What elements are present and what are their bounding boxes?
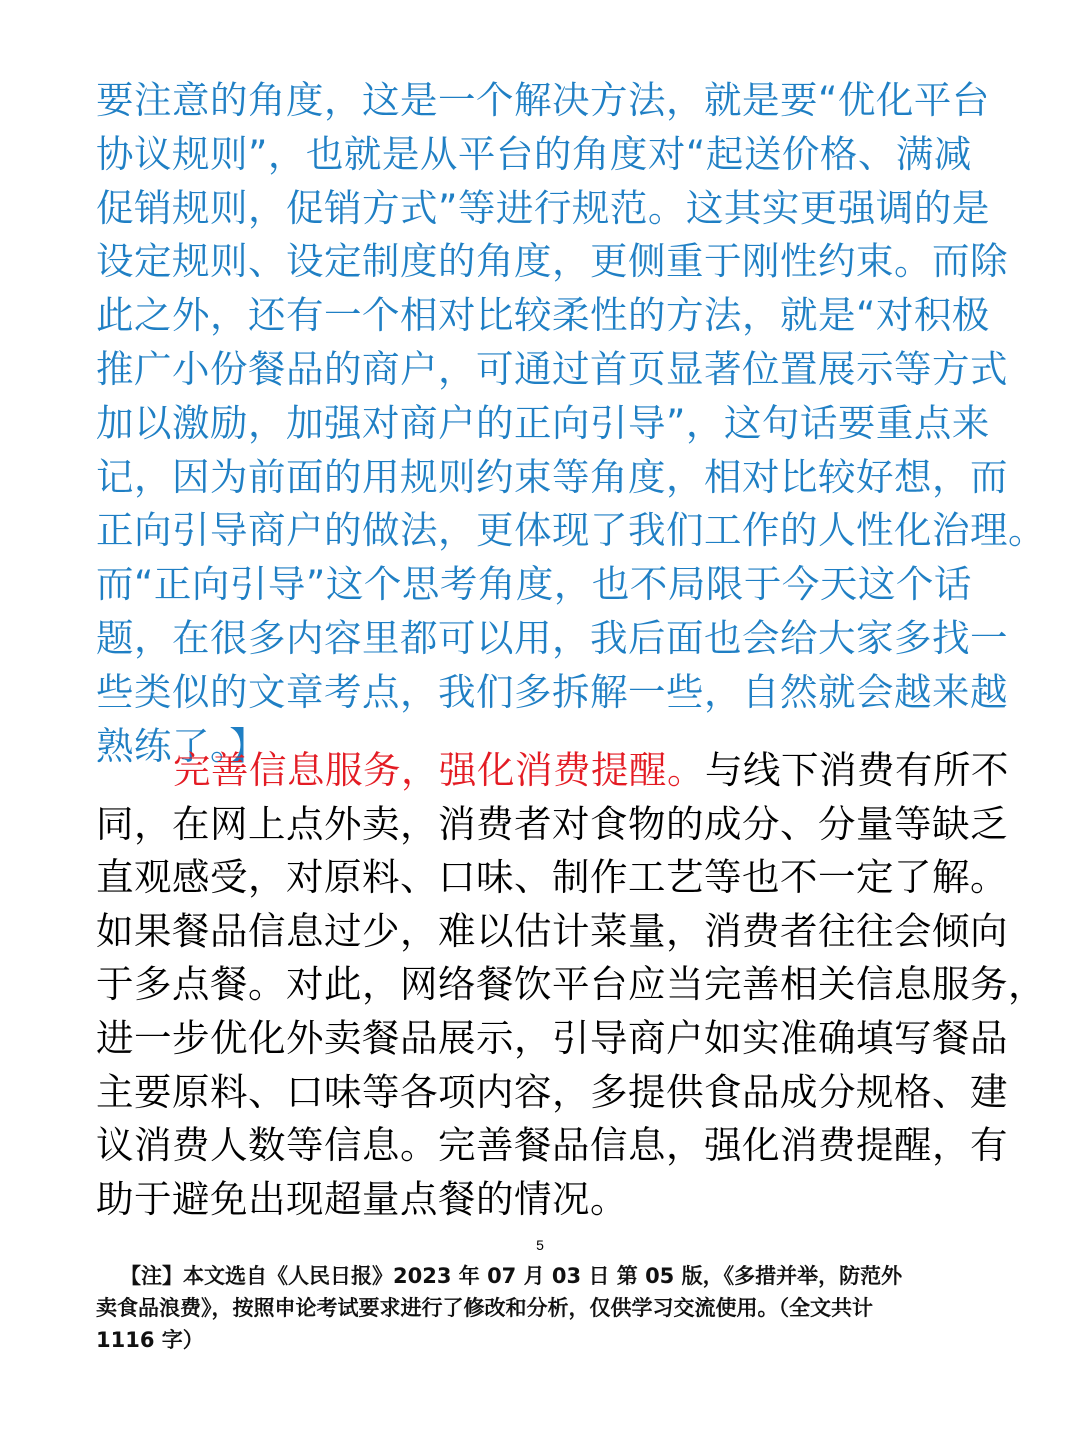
commentary-line: 正向引导商户的做法，更体现了我们工作的人性化治理。 [96, 508, 1046, 553]
commentary-line: 记，因为前面的用规则约束等角度，相对比较好想，而 [96, 454, 1008, 499]
commentary-line: 此之外，还有一个相对比较柔性的方法，就是“对积极 [96, 293, 990, 338]
paragraph-line: 于多点餐。对此，网络餐饮平台应当完善相关信息服务， [96, 962, 1046, 1007]
paragraph-heading-highlight: 完善信息服务，强化消费提醒。 [173, 748, 705, 792]
commentary-block [96, 74, 1046, 773]
paragraph-line: 议消费人数等信息。完善餐品信息，强化消费提醒，有 [96, 1123, 1008, 1168]
paragraph-line: 同，在网上点外卖，消费者对食物的成分、分量等缺乏 [96, 801, 1008, 846]
commentary-line: 促销规则，促销方式”等进行规范。这其实更强调的是 [96, 185, 990, 230]
source-note-line: 卖食品浪费》，按照申论考试要求进行了修改和分析，仅供学习交流使用。（全文共计 [96, 1296, 873, 1320]
commentary-line: 推广小份餐品的商户，可通过首页显著位置展示等方式 [96, 346, 1008, 391]
paragraph-first-line-text: 与线下消费有所不 [705, 748, 1009, 792]
commentary-line: 加以激励，加强对商户的正向引导”，这句话要重点来 [96, 400, 990, 445]
paragraph-line: 如果餐品信息过少，难以估计菜量，消费者往往会倾向 [96, 908, 1008, 953]
paragraph-first-line [96, 744, 1009, 798]
paragraph-line: 直观感受，对原料、口味、制作工艺等也不一定了解。 [96, 855, 1008, 900]
paragraph-line: 助于避免出现超量点餐的情况。 [96, 1176, 628, 1221]
commentary-line: 些类似的文章考点，我们多拆解一些，自然就会越来越 [96, 669, 1008, 714]
commentary-line: 设定规则、设定制度的角度，更侧重于刚性约束。而除 [96, 239, 1008, 284]
page-number: 5 [536, 1237, 544, 1253]
body-paragraph [96, 744, 1046, 1226]
paragraph-line: 进一步优化外卖餐品展示，引导商户如实准确填写餐品 [96, 1015, 1008, 1060]
source-note-line: 1116 字） [96, 1328, 204, 1352]
commentary-line: 要注意的角度，这是一个解决方法，就是要“优化平台 [96, 78, 990, 122]
source-note [96, 1260, 996, 1356]
commentary-line: 熟练了。】 [96, 723, 268, 768]
commentary-line: 协议规则”，也就是从平台的角度对“起送价格、满减 [96, 131, 972, 176]
commentary-line: 题，在很多内容里都可以用，我后面也会给大家多找一 [96, 615, 1008, 660]
source-note-line: 【注】本文选自《人民日报》2023 年 07 月 03 日 第 05 版，《多措并举，防范外 [120, 1264, 903, 1288]
paragraph-line: 主要原料、口味等各项内容，多提供食品成分规格、建 [96, 1069, 1008, 1114]
commentary-line: 而“正向引导”这个思考角度，也不局限于今天这个话 [96, 562, 972, 607]
